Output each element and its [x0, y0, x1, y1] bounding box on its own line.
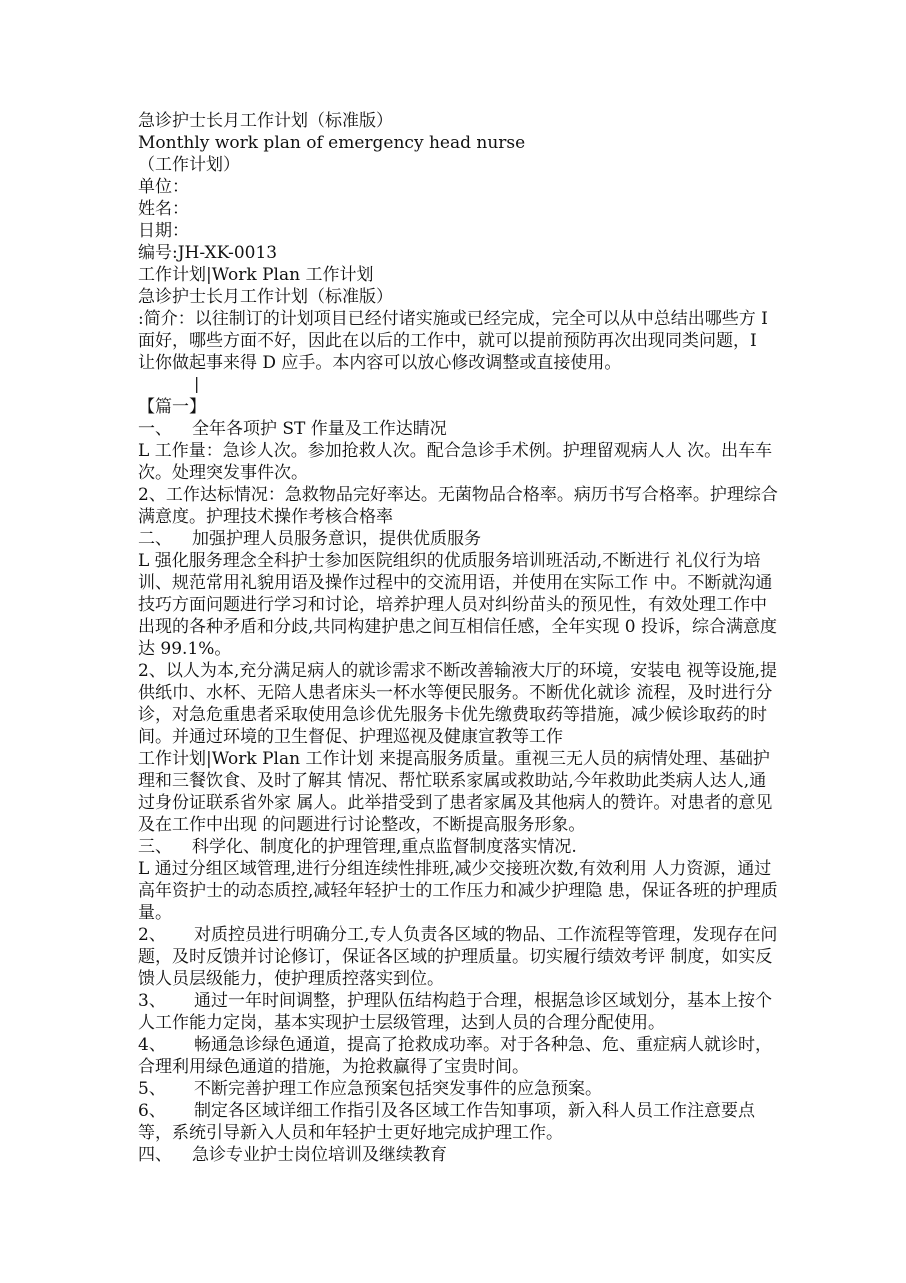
section-4-heading	[138, 1144, 778, 1166]
item-number: 3、	[138, 991, 166, 1011]
document-category: （工作计划）	[138, 155, 240, 175]
date-field: 日期：	[138, 221, 189, 241]
name-field: 姓名：	[138, 199, 189, 219]
document-title: 急诊护士长月工作计划（标准版）	[138, 111, 393, 131]
intro-paragraph: :简介：以往制订的计划项目已经付诸实施或已经完成，完全可以从中总结出哪些方 I 面好，哪些方面不好，因此在以后的工作中，就可以提前预防再次出现同类问题，I 让你做起事来得 D 应手。本内容可以放心修改调整或直接使用。	[138, 309, 768, 373]
document-title-repeat: 急诊护士长月工作计划（标准版）	[138, 287, 393, 307]
section-2-paragraph-3: 工作计划|Work Plan 工作计划 来提高服务质量。重视三无人员的病情处理、基础护理和三餐饮食、及时了解其 情况、帮忙联系家属或救助站,今年救助此类病人达人,通过身份证联系省外家 属人。此举措受到了患者家属及其他病人的赞许。对患者的意见及在工作中出现 的问题进行讨论整改，不断提高服务形象。	[138, 749, 773, 835]
section-number: 四、	[138, 1145, 172, 1165]
section-2-heading	[138, 528, 778, 550]
section-title: 科学化、制度化的护理管理,重点监督制度落实情况.	[192, 837, 577, 857]
section-2-paragraph-1: L 强化服务理念全科护士参加医院组织的优质服务培训班活动,不断进行 礼仪行为培训、规范常用礼貌用语及操作过程中的交流用语，并使用在实际工作 中。不断就沟通技巧方面问题进行学习和讨论，培养护理人员对纠纷苗头的预见性，有效处理工作中出现的各种矛盾和分歧,共同构建护患之间互相信任感，全年实现 0 投诉，综合满意度达 99.1%。	[138, 551, 778, 659]
text-cursor-mark: |	[194, 374, 200, 393]
part-label: 【篇一】	[138, 397, 206, 417]
section-title: 加强护理人员服务意识，提供优质服务	[192, 529, 481, 549]
unit-field: 单位：	[138, 177, 189, 197]
section-3-item-3	[138, 990, 778, 1034]
section-3-paragraph-1: L 通过分组区域管理,进行分组连续性排班,减少交接班次数,有效利用 人力资源，通过高年资护士的动态质控,减轻年轻护士的工作压力和减少护理隐 患，保证各班的护理质量。	[138, 859, 778, 923]
section-3-item-2	[138, 924, 778, 990]
section-3-heading	[138, 836, 778, 858]
section-1-paragraph-2: 2、工作达标情况：急救物品完好率达。无菌物品合格率。病历书写合格率。护理综合满意度。护理技术操作考核合格率	[138, 485, 778, 527]
document-code: 编号:JH-XK-0013	[138, 243, 278, 263]
section-number: 一、	[138, 419, 172, 439]
item-text: 通过一年时间调整，护理队伍结构趋于合理，根据急诊区域划分，基本上按个人工作能力定岗，基本实现护士层级管理，达到人员的合理分配使用。	[138, 991, 772, 1033]
item-number: 2、	[138, 925, 166, 945]
item-number: 5、	[138, 1079, 166, 1099]
section-title: 全年各项护 ST 作量及工作达睛况	[192, 419, 447, 439]
section-3-item-6	[138, 1100, 778, 1144]
item-number: 4、	[138, 1035, 166, 1055]
running-header: 工作计划|Work Plan 工作计划	[138, 265, 374, 285]
section-3-item-5	[138, 1078, 778, 1100]
item-text: 不断完善护理工作应急预案包括突发事件的应急预案。	[194, 1079, 602, 1099]
document-title-english: Monthly work plan of emergency head nurse	[138, 133, 526, 153]
item-text: 制定各区域详细工作指引及各区域工作告知事项，新入科人员工作注意要点等，系统引导新入人员和年轻护士更好地完成护理工作。	[138, 1101, 755, 1143]
item-text: 对质控员进行明确分工,专人负责各区域的物品、工作流程等管理，发现存在问题，及时反馈并讨论修订，保证各区域的护理质量。切实履行绩效考评 制度，如实反馈人员层级能力，使护理质控落实到位。	[138, 925, 778, 989]
section-1-heading	[138, 418, 778, 440]
section-number: 二、	[138, 529, 172, 549]
section-2-paragraph-2: 2、以人为本,充分满足病人的就诊需求不断改善输液大厅的环境，安装电 视等设施,提供纸巾、水杯、无陪人患者床头一杯水等便民服务。不断优化就诊 流程，及时进行分诊，对急危重患者采取使用急诊优先服务卡优先缴费取药等措施，减少候诊取药的时间。并通过环境的卫生督促、护理巡视及健康宣教等工作	[138, 661, 778, 747]
document-page	[138, 110, 778, 1166]
section-3-item-4	[138, 1034, 778, 1078]
section-1-paragraph-1: L 工作量：急诊人次。参加抢救人次。配合急诊手术例。护理留观病人人 次。出车车次。处理突发事件次。	[138, 441, 773, 483]
item-number: 6、	[138, 1101, 166, 1121]
section-number: 三、	[138, 837, 172, 857]
item-text: 畅通急诊绿色通道，提高了抢救成功率。对于各种急、危、重症病人就诊时，合理利用绿色通道的措施，为抢救赢得了宝贵时间。	[138, 1035, 772, 1077]
section-title: 急诊专业护士岗位培训及继续教育	[192, 1145, 447, 1165]
